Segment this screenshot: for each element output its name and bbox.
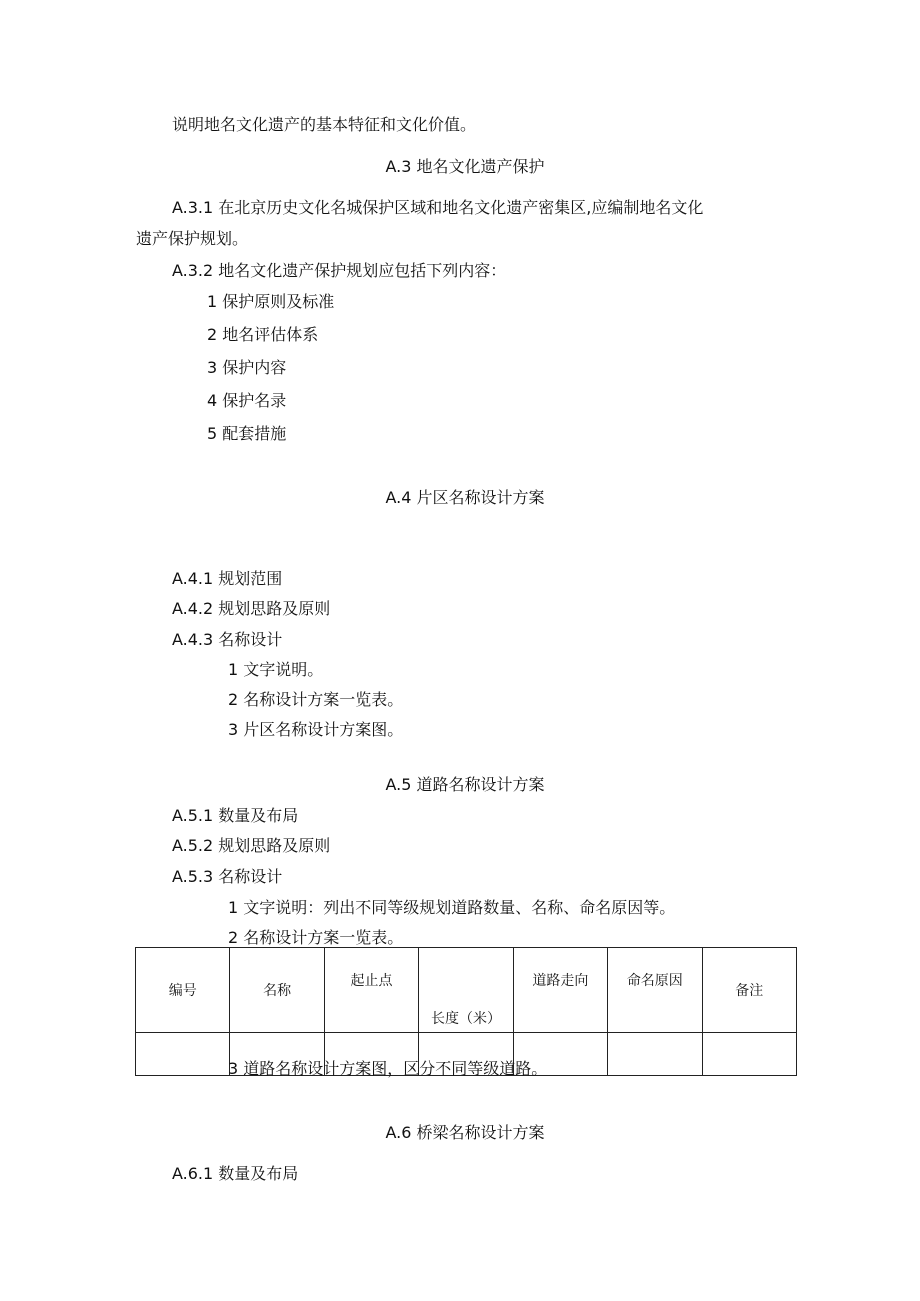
list-item: 3 保护内容 [207, 358, 287, 377]
table-cell [136, 1033, 230, 1076]
list-item: 3 道路名称设计方案图，区分不同等级道路。 [228, 1059, 548, 1078]
heading-a6: A.6 桥梁名称设计方案 [385, 1123, 545, 1142]
table-header-cell: 备注 [702, 948, 796, 1033]
table-header-cell: 起止点 [324, 948, 418, 1033]
clause-a51: A.5.1 数量及布局 [172, 806, 299, 825]
table-cell [608, 1033, 702, 1076]
table-cell [702, 1033, 796, 1076]
clause-a31-line1: A.3.1 在北京历史文化名城保护区域和地名文化遗产密集区,应编制地名文化 [172, 198, 704, 217]
list-item: 1 文字说明。 [228, 660, 324, 679]
list-item: 2 名称设计方案一览表。 [228, 928, 404, 947]
clause-a52: A.5.2 规划思路及原则 [172, 836, 331, 855]
clause-a53: A.5.3 名称设计 [172, 867, 283, 886]
clause-a41: A.4.1 规划范围 [172, 569, 283, 588]
list-item: 5 配套措施 [207, 424, 287, 443]
heading-a5: A.5 道路名称设计方案 [385, 775, 545, 794]
table-header-row [136, 948, 797, 1033]
table-header-cell: 名称 [230, 948, 324, 1033]
clause-a42: A.4.2 规划思路及原则 [172, 599, 331, 618]
clause-a43: A.4.3 名称设计 [172, 630, 283, 649]
clause-a61: A.6.1 数量及布局 [172, 1164, 299, 1183]
heading-a4: A.4 片区名称设计方案 [385, 488, 545, 507]
list-item: 1 保护原则及标准 [207, 292, 335, 311]
road-name-table [135, 947, 797, 1055]
clause-a32: A.3.2 地名文化遗产保护规划应包括下列内容： [172, 261, 507, 280]
list-item: 2 名称设计方案一览表。 [228, 690, 404, 709]
paragraph-intro: 说明地名文化遗产的基本特征和文化价值。 [172, 115, 477, 134]
table-header-cell: 道路走向 [513, 948, 607, 1033]
list-item: 2 地名评估体系 [207, 325, 319, 344]
heading-a3: A.3 地名文化遗产保护 [385, 157, 545, 176]
table-header-cell: 长度（米） [419, 948, 513, 1033]
clause-a31-line2: 遗产保护规划。 [136, 229, 249, 248]
list-item: 1 文字说明：列出不同等级规划道路数量、名称、命名原因等。 [228, 898, 676, 917]
table-header-cell: 编号 [136, 948, 230, 1033]
list-item: 4 保护名录 [207, 391, 287, 410]
table-header-cell: 命名原因 [608, 948, 702, 1033]
list-item: 3 片区名称设计方案图。 [228, 720, 404, 739]
